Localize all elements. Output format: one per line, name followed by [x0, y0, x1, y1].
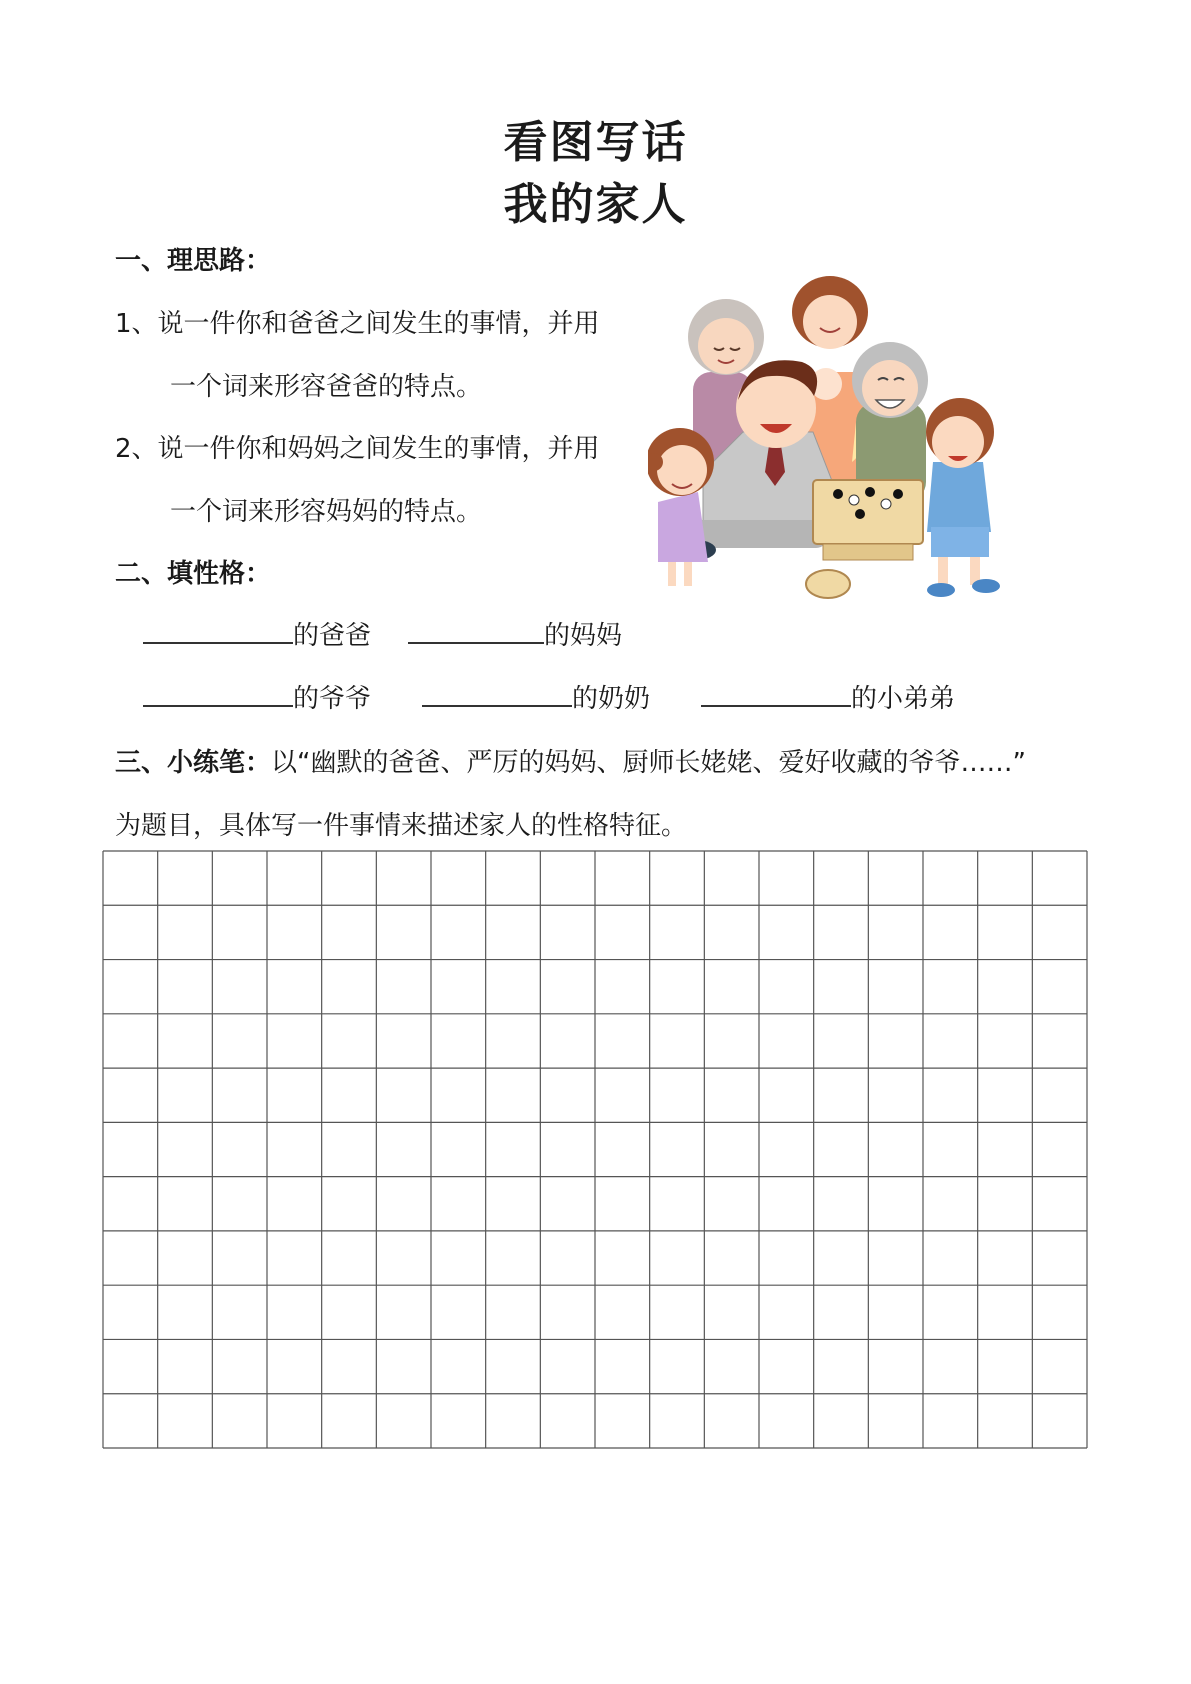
- family-illustration: [648, 272, 1068, 612]
- prompt-2-line1: 2、说一件你和妈妈之间发生的事情，并用: [115, 434, 600, 464]
- blank-line[interactable]: [143, 618, 293, 644]
- section3-text-line2: 为题目，具体写一件事情来描述家人的性格特征。: [115, 811, 688, 841]
- blank-line[interactable]: [422, 681, 572, 707]
- prompt-2-line2: 一个词来形容妈妈的特点。: [170, 497, 483, 527]
- blank-line[interactable]: [701, 681, 851, 707]
- section3-heading: 三、小练笔：: [115, 748, 272, 778]
- blank-label: 的爸爸: [293, 621, 372, 651]
- section2-heading: 二、填性格：: [115, 559, 272, 589]
- section3-prompt: [115, 742, 1026, 779]
- boy-figure: [926, 398, 1000, 597]
- fill-blank-dad: [143, 615, 371, 652]
- blank-line[interactable]: [408, 618, 544, 644]
- section3-text-line1: 以“幽默的爸爸、严厉的妈妈、厨师长姥姥、爱好收藏的爷爷……”: [271, 748, 1026, 778]
- prompt-1-line2: 一个词来形容爸爸的特点。: [170, 372, 483, 402]
- blank-label: 的小弟弟: [851, 684, 956, 714]
- blank-label: 的爷爷: [293, 684, 372, 714]
- fill-blank-grandpa: [143, 678, 371, 715]
- blank-label: 的奶奶: [572, 684, 651, 714]
- blank-label: 的妈妈: [544, 621, 623, 651]
- worksheet-title: 看图写话: [503, 117, 688, 168]
- prompt-1-line1: 1、说一件你和爸爸之间发生的事情，并用: [115, 309, 600, 339]
- worksheet-subtitle: 我的家人: [503, 179, 688, 230]
- fill-blank-mom: [408, 615, 622, 652]
- blank-line[interactable]: [143, 681, 293, 707]
- fill-blank-grandma: [422, 678, 650, 715]
- writing-grid[interactable]: [102, 850, 1088, 1449]
- grandpa-figure: [852, 342, 928, 502]
- go-board: [806, 480, 923, 598]
- section1-heading: 一、理思路：: [115, 246, 272, 276]
- fill-blank-little-brother: [701, 678, 955, 715]
